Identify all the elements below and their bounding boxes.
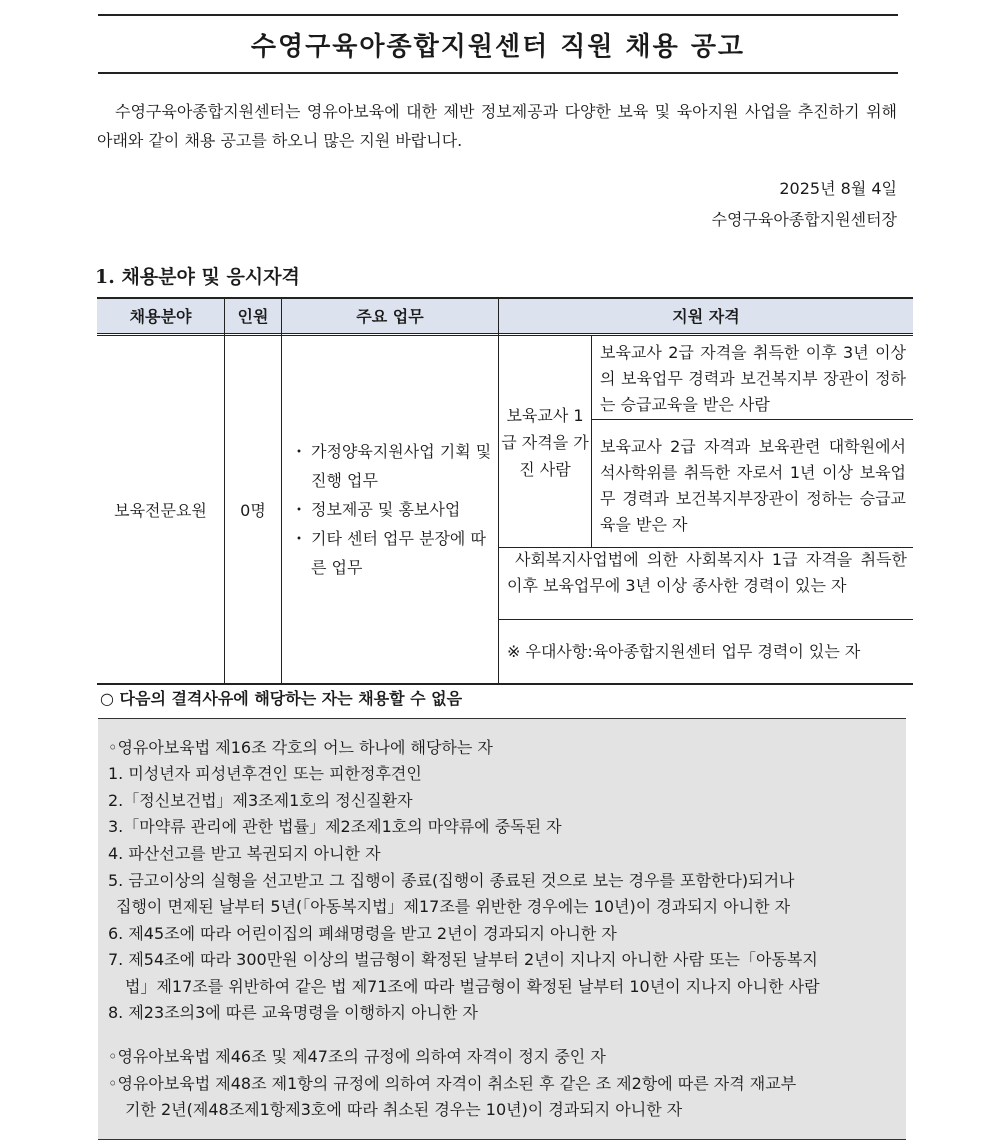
disq-line: ◦영유아보육법 제16조 각호의 어느 하나에 해당하는 자 bbox=[108, 738, 493, 757]
announcement-date: 2025년 8월 4일 bbox=[779, 179, 897, 198]
disq-line: 3.「마약류 관리에 관한 법률」제2조제1호의 마약류에 중독된 자 bbox=[108, 817, 562, 836]
header-field: 채용분야 bbox=[97, 297, 224, 334]
col-divider-2 bbox=[281, 297, 282, 685]
disqualification-title: ○ 다음의 결격사유에 해당하는 자는 채용할 수 없음 bbox=[100, 689, 463, 708]
disq-line: ◦영유아보육법 제48조 제1항의 규정에 의하여 자격이 취소된 후 같은 조 제2항에 따른 자격 재교부 bbox=[108, 1074, 797, 1093]
preference-text: ※ 우대사항:육아종합지원센터 업무 경력이 있는 자 bbox=[507, 642, 861, 661]
qual-group-label: 보육교사 1급 자격을 가진 사람 bbox=[501, 405, 589, 479]
duties-list bbox=[287, 437, 497, 582]
duty-item bbox=[287, 495, 497, 524]
duty-item bbox=[287, 524, 497, 582]
bullet-icon: ・ bbox=[290, 442, 307, 461]
disq-line: 8. 제23조의3에 따른 교육명령을 이행하지 아니한 자 bbox=[108, 1003, 478, 1022]
duty-text: 가정양육지원사업 기획 및 진행 업무 bbox=[311, 442, 492, 490]
section-title: 1. 채용분야 및 응시자격 bbox=[95, 266, 300, 288]
duty-item bbox=[287, 437, 497, 495]
disq-line: 법」제17조를 위반하여 같은 법 제71조에 따라 벌금형이 확정된 날부터 10년이 지나지 아니한 사람 bbox=[125, 977, 820, 996]
header-count: 인원 bbox=[225, 297, 281, 334]
disq-line: 기한 2년(제48조제1항제3호에 따라 취소된 경우는 10년)이 경과되지 아니한 자 bbox=[125, 1100, 683, 1119]
disq-line: ◦영유아보육법 제46조 및 제47조의 규정에 의하여 자격이 정지 중인 자 bbox=[108, 1047, 606, 1066]
disq-line: 2.「정신보건법」제3조제1호의 정신질환자 bbox=[108, 791, 413, 810]
col-divider-4 bbox=[591, 335, 592, 547]
header-bottom-rule bbox=[97, 333, 913, 334]
duty-text: 기타 센터 업무 분장에 따른 업무 bbox=[311, 529, 486, 577]
issuer-name: 수영구육아종합지원센터장 bbox=[711, 210, 897, 229]
table-bottom-border bbox=[97, 683, 913, 685]
header-duties: 주요 업무 bbox=[282, 297, 498, 334]
col-divider-3 bbox=[498, 297, 499, 685]
disq-line: 집행이 면제된 날부터 5년(「아동복지법」제17조를 위반한 경우에는 10년)이 경과되지 아니한 자 bbox=[116, 897, 791, 916]
disqualification-box bbox=[98, 718, 906, 1140]
page-title: 수영구육아종합지원센터 직원 채용 공고 bbox=[250, 31, 746, 62]
qual-divider-1 bbox=[591, 419, 913, 420]
qual-divider-3 bbox=[499, 619, 913, 620]
title-frame bbox=[98, 14, 898, 74]
qual-b-text: 보육교사 2급 자격과 보육관련 대학원에서 석사학위를 취득한 자로서 1년 이상 보육업무 경력과 보건복지부장관이 정하는 승급교육을 받은 자 bbox=[600, 437, 906, 534]
bullet-icon: ・ bbox=[290, 500, 307, 519]
disq-line: 6. 제45조에 따라 어린이집의 폐쇄명령을 받고 2년이 경과되지 아니한 자 bbox=[108, 924, 617, 943]
qual-a-text: 보육교사 2급 자격을 취득한 이후 3년 이상의 보육업무 경력과 보건복지부 장관이 정하는 승급교육을 받은 사람 bbox=[600, 343, 906, 414]
disq-line: 1. 미성년자 피성년후견인 또는 피한정후견인 bbox=[108, 764, 422, 783]
bullet-icon: ・ bbox=[290, 529, 307, 548]
intro-paragraph: 수영구육아종합지원센터는 영유아보육에 대한 제반 정보제공과 다양한 보육 및 육아지원 사업을 추진하기 위해 아래와 같이 채용 공고를 하오니 많은 지원 바랍니다. bbox=[97, 102, 897, 150]
table-top-border bbox=[97, 297, 913, 299]
header-qualification: 지원 자격 bbox=[499, 297, 913, 334]
recruitment-table bbox=[97, 297, 913, 685]
count-cell: 0명 bbox=[240, 500, 266, 520]
disq-line: 5. 금고이상의 실형을 선고받고 그 집행이 종료(집행이 종료된 것으로 보는 경우를 포함한다)되거나 bbox=[108, 871, 795, 890]
qual-c-text: 사회복지사업법에 의한 사회복지사 1급 자격을 취득한 이후 보육업무에 3년 이상 종사한 경력이 있는 자 bbox=[507, 550, 907, 595]
field-cell: 보육전문요원 bbox=[114, 500, 207, 520]
duty-text: 정보제공 및 홍보사업 bbox=[311, 500, 461, 519]
disq-line: 7. 제54조에 따라 300만원 이상의 벌금형이 확정된 날부터 2년이 지나지 아니한 사람 또는「아동복지 bbox=[108, 950, 818, 969]
disq-line: 4. 파산선고를 받고 복권되지 아니한 자 bbox=[108, 844, 381, 863]
